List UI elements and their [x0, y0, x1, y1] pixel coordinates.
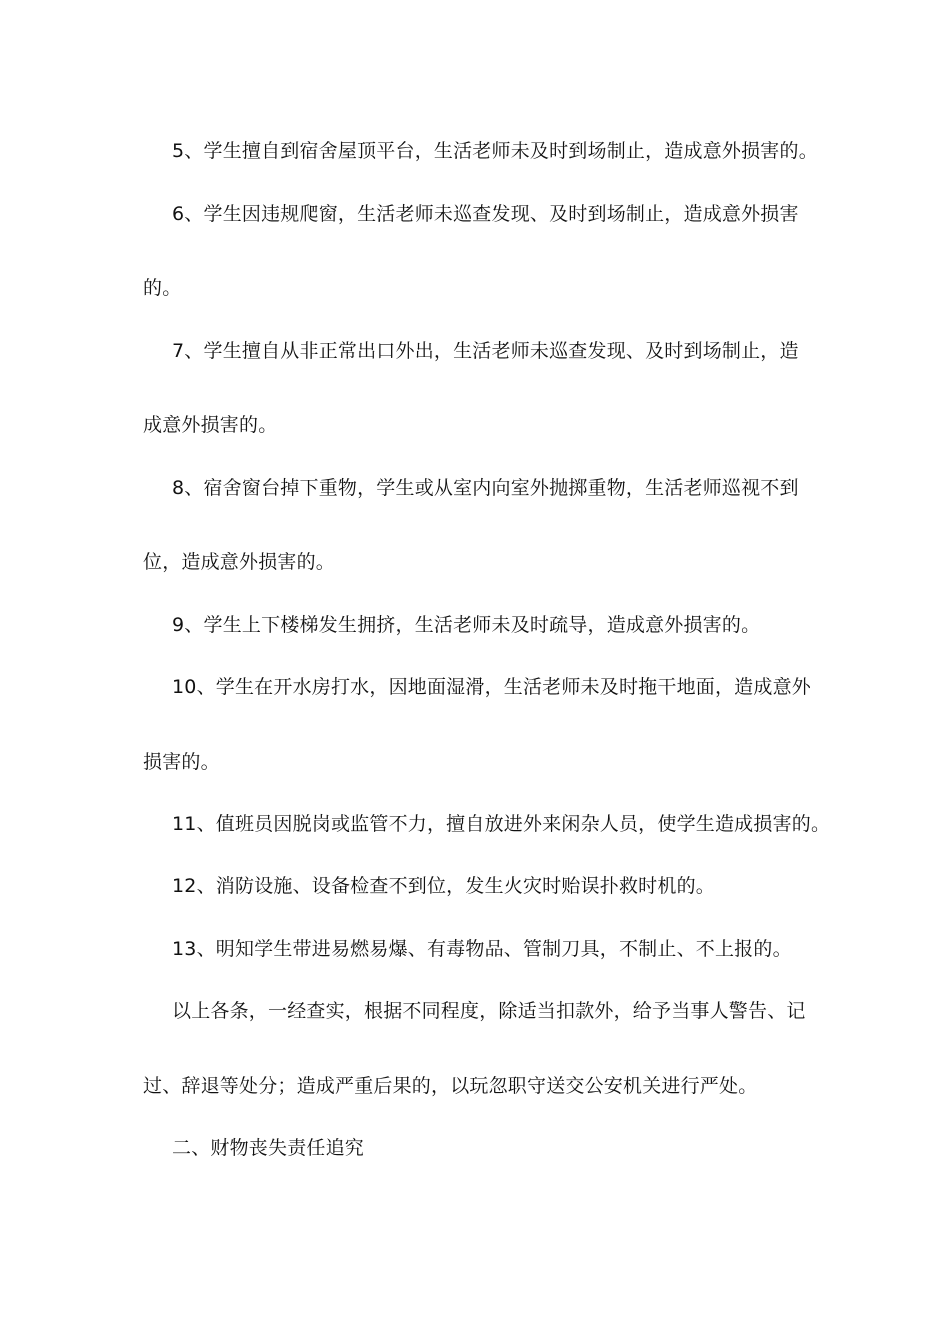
- paragraph-12-line-1: 12、消防设施、设备检查不到位，发生火灾时贻误扑救时机的。: [172, 875, 715, 897]
- paragraph-8-line-1: 8、宿舍窗台掉下重物，学生或从室内向室外抛掷重物，生活老师巡视不到: [172, 477, 799, 499]
- paragraph-11-line-1: 11、值班员因脱岗或监管不力，擅自放进外来闲杂人员，使学生造成损害的。: [172, 813, 831, 835]
- paragraph-13-line-1: 13、明知学生带进易燃易爆、有毒物品、管制刀具，不制止、不上报的。: [172, 938, 792, 960]
- paragraph-7-line-1: 7、学生擅自从非正常出口外出，生活老师未巡查发现、及时到场制止，造: [172, 340, 799, 362]
- paragraph-5-line-1: 5、学生擅自到宿舍屋顶平台，生活老师未及时到场制止，造成意外损害的。: [172, 140, 818, 162]
- summary-line-2: 过、辞退等处分；造成严重后果的，以玩忽职守送交公安机关进行严处。: [143, 1075, 758, 1097]
- section-heading: 二、财物丧失责任追究: [172, 1137, 365, 1159]
- paragraph-7-line-2: 成意外损害的。: [143, 414, 278, 436]
- paragraph-6-line-2: 的。: [143, 277, 182, 299]
- paragraph-10-line-1: 10、学生在开水房打水，因地面湿滑，生活老师未及时拖干地面，造成意外: [172, 676, 811, 698]
- paragraph-8-line-2: 位，造成意外损害的。: [143, 551, 336, 573]
- paragraph-6-line-1: 6、学生因违规爬窗，生活老师未巡查发现、及时到场制止，造成意外损害: [172, 203, 799, 225]
- paragraph-10-line-2: 损害的。: [143, 751, 220, 773]
- summary-line-1: 以上各条，一经查实，根据不同程度，除适当扣款外，给予当事人警告、记: [172, 1000, 806, 1022]
- paragraph-9-line-1: 9、学生上下楼梯发生拥挤，生活老师未及时疏导，造成意外损害的。: [172, 614, 761, 636]
